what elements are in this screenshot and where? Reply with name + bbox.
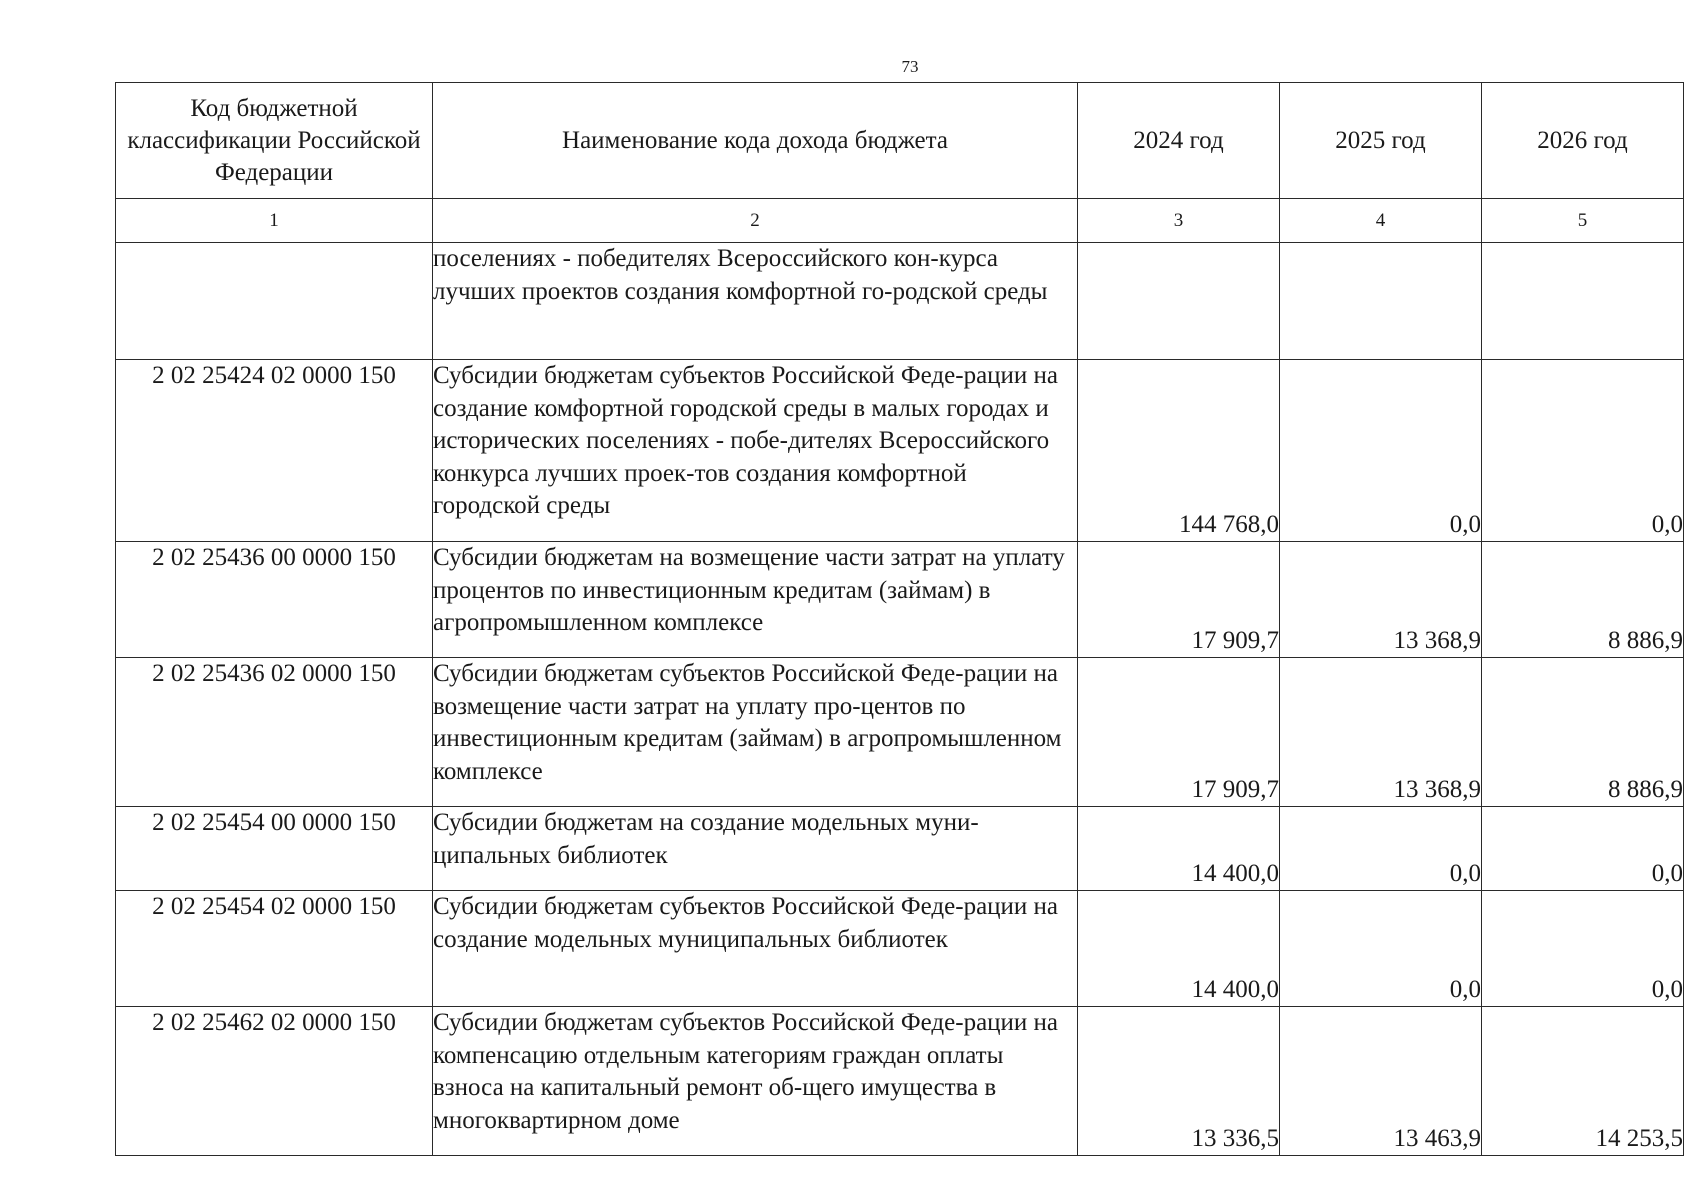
row-value-2026: 14 253,5 <box>1482 1007 1684 1156</box>
column-number: 2 <box>433 199 1078 243</box>
row-value-2026: 8 886,9 <box>1482 542 1684 658</box>
row-value-2026 <box>1482 243 1684 360</box>
row-name: Субсидии бюджетам на возмещение части затрат на уплату процентов по инвестиционным кредитам (займам) в агропромышленном комплексе <box>433 542 1078 658</box>
row-code: 2 02 25462 02 0000 150 <box>116 1007 433 1156</box>
header-2025: 2025 год <box>1280 83 1482 199</box>
row-value-2026: 8 886,9 <box>1482 658 1684 807</box>
column-number: 5 <box>1482 199 1684 243</box>
row-code: 2 02 25454 00 0000 150 <box>116 807 433 891</box>
table-row <box>116 891 1684 1007</box>
row-value-2024: 17 909,7 <box>1078 658 1280 807</box>
row-name: Субсидии бюджетам субъектов Российской Феде-рации на создание модельных муниципальных библиотек <box>433 891 1078 1007</box>
row-name: Субсидии бюджетам на создание модельных муни-ципальных библиотек <box>433 807 1078 891</box>
header-2024: 2024 год <box>1078 83 1280 199</box>
column-number: 3 <box>1078 199 1280 243</box>
row-value-2024: 17 909,7 <box>1078 542 1280 658</box>
table-row <box>116 542 1684 658</box>
row-value-2025: 13 463,9 <box>1280 1007 1482 1156</box>
row-value-2024 <box>1078 243 1280 360</box>
column-number-row <box>116 199 1684 243</box>
row-value-2024: 14 400,0 <box>1078 891 1280 1007</box>
row-code: 2 02 25436 02 0000 150 <box>116 658 433 807</box>
row-name: Субсидии бюджетам субъектов Российской Феде-рации на возмещение части затрат на уплату про-центов по инвестиционным кредитам (займам) в агропромышленном комплексе <box>433 658 1078 807</box>
row-name: поселениях - победителях Всероссийского кон-курса лучших проектов создания комфортной го-родской среды <box>433 243 1078 360</box>
row-value-2025: 13 368,9 <box>1280 658 1482 807</box>
row-value-2024: 14 400,0 <box>1078 807 1280 891</box>
budget-table <box>115 82 1684 1156</box>
row-code: 2 02 25436 00 0000 150 <box>116 542 433 658</box>
column-number: 4 <box>1280 199 1482 243</box>
header-code: Код бюджетной классификации Российской Федерации <box>116 83 433 199</box>
table-header-row <box>116 83 1684 199</box>
row-value-2025 <box>1280 243 1482 360</box>
row-code: 2 02 25454 02 0000 150 <box>116 891 433 1007</box>
row-code: 2 02 25424 02 0000 150 <box>116 360 433 542</box>
row-value-2026: 0,0 <box>1482 360 1684 542</box>
row-value-2025: 0,0 <box>1280 807 1482 891</box>
row-value-2026: 0,0 <box>1482 891 1684 1007</box>
table-row <box>116 1007 1684 1156</box>
header-2026: 2026 год <box>1482 83 1684 199</box>
table-row <box>116 243 1684 360</box>
row-value-2025: 13 368,9 <box>1280 542 1482 658</box>
row-value-2025: 0,0 <box>1280 360 1482 542</box>
row-name: Субсидии бюджетам субъектов Российской Феде-рации на компенсацию отдельным категориям граждан оплаты взноса на капитальный ремонт об-щего имущества в многоквартирном доме <box>433 1007 1078 1156</box>
header-name: Наименование кода дохода бюджета <box>433 83 1078 199</box>
column-number: 1 <box>116 199 433 243</box>
row-value-2025: 0,0 <box>1280 891 1482 1007</box>
table-row <box>116 807 1684 891</box>
row-name: Субсидии бюджетам субъектов Российской Феде-рации на создание комфортной городской среды в малых городах и исторических поселениях - побе-дителях Всероссийского конкурса лучших проек-тов создания комфортной городской среды <box>433 360 1078 542</box>
row-value-2024: 144 768,0 <box>1078 360 1280 542</box>
row-value-2024: 13 336,5 <box>1078 1007 1280 1156</box>
row-value-2026: 0,0 <box>1482 807 1684 891</box>
table-row <box>116 360 1684 542</box>
row-code <box>116 243 433 360</box>
page-number: 73 <box>901 57 919 76</box>
table-row <box>116 658 1684 807</box>
